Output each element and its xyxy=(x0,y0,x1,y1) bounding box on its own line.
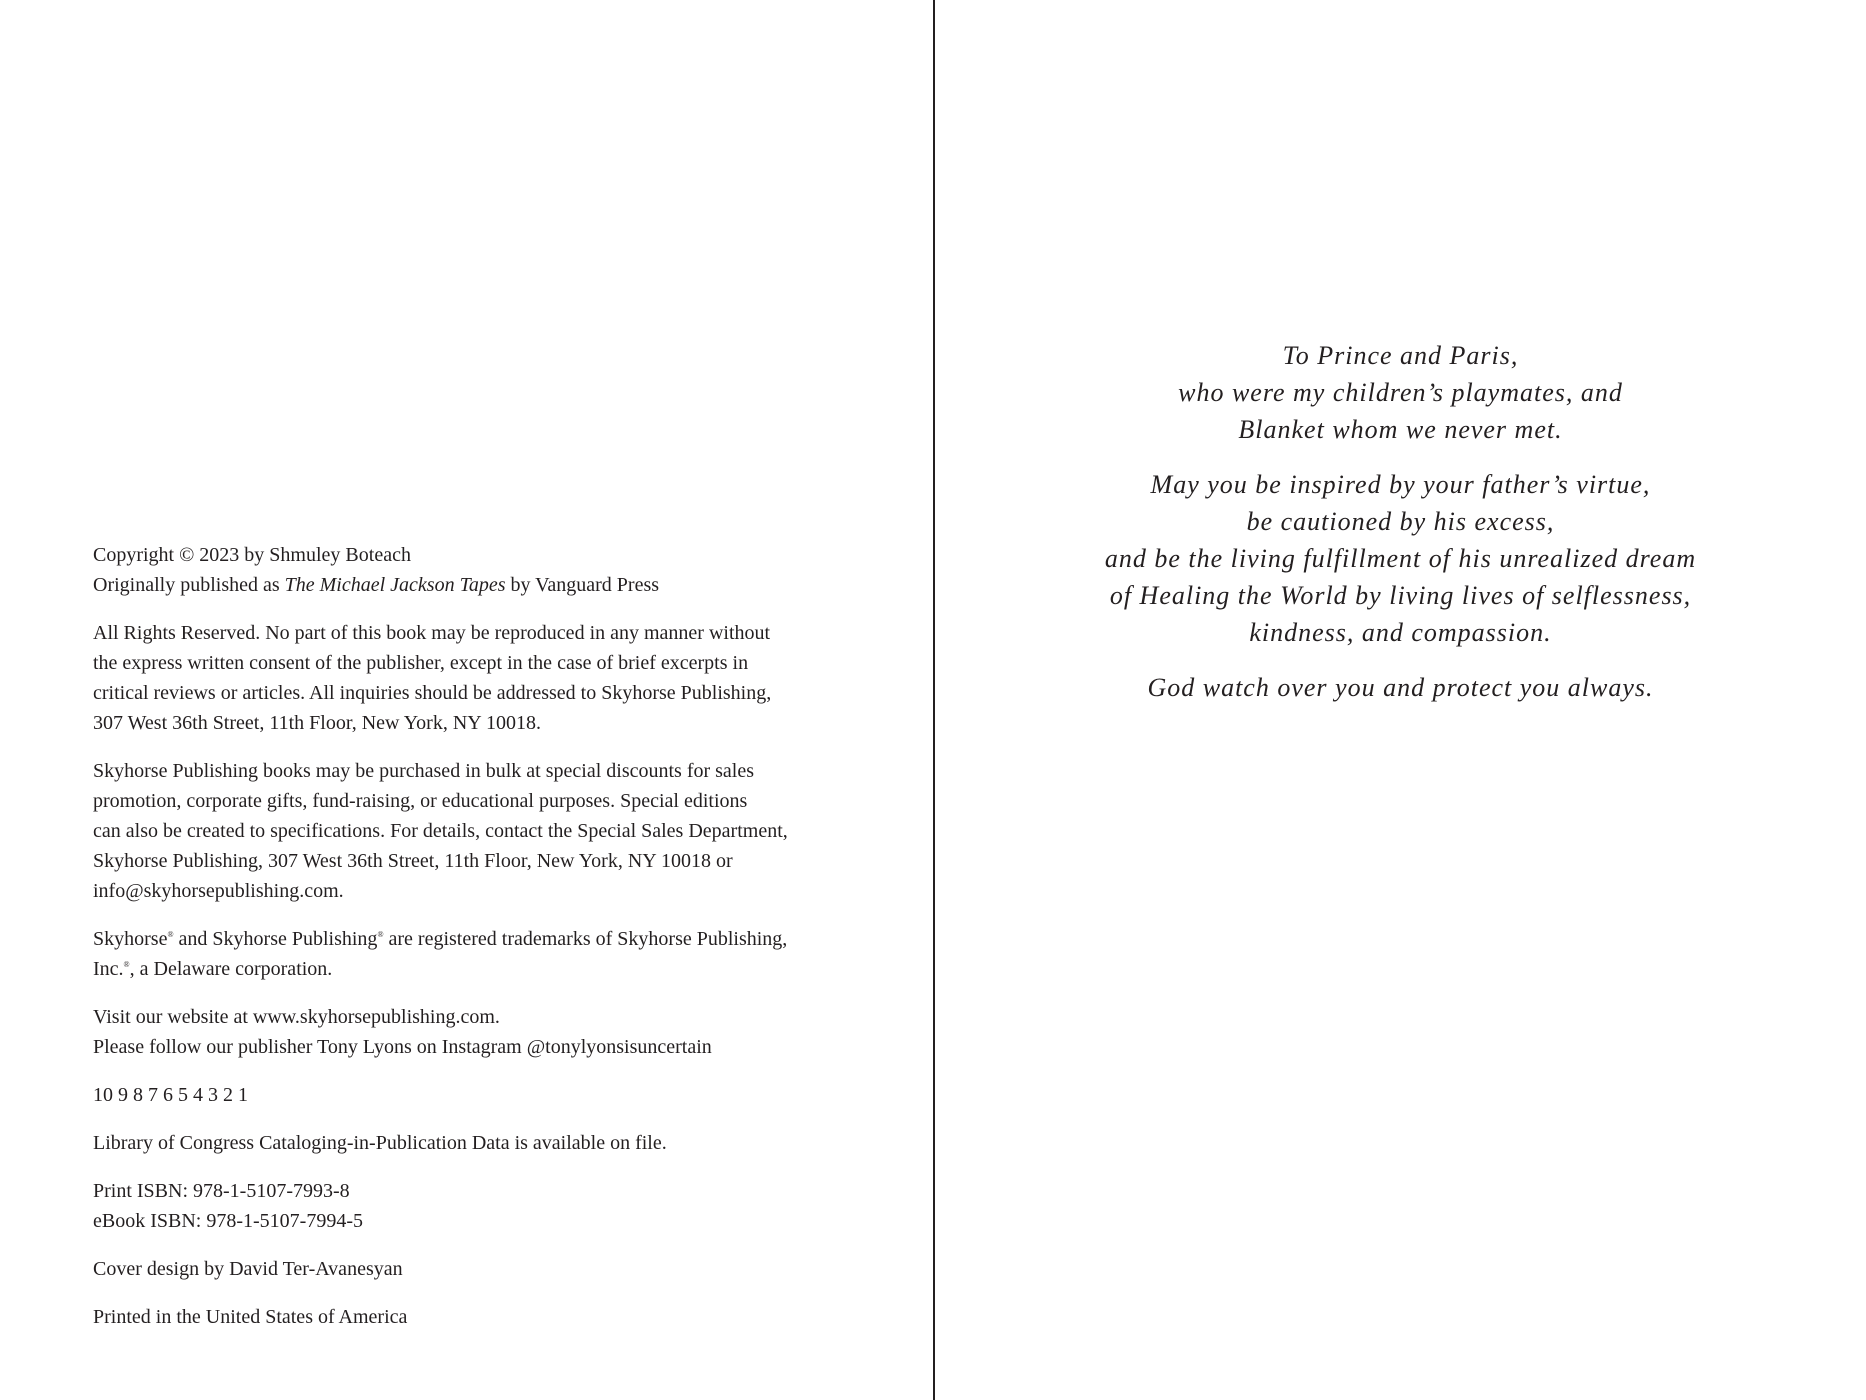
cover-design-credit: Cover design by David Ter-Avanesyan xyxy=(93,1258,403,1280)
bulk-sales-paragraph xyxy=(93,756,853,906)
registered-mark: ® xyxy=(377,930,384,939)
trademark-paragraph xyxy=(93,924,853,984)
original-title: The Michael Jackson Tapes xyxy=(284,574,506,596)
rights-line: critical reviews or articles. All inquiries should be addressed to Skyhorse Publishing, xyxy=(93,682,772,704)
bulk-sales-line: Skyhorse Publishing books may be purchased in bulk at special discounts for sales xyxy=(93,760,755,782)
library-of-congress-line: Library of Congress Cataloging-in-Publication Data is available on file. xyxy=(93,1132,667,1154)
trademark-line xyxy=(93,954,853,984)
dedication-closing xyxy=(975,669,1826,706)
bulk-sales-line: can also be created to specifications. For details, contact the Special Sales Department, xyxy=(93,820,788,842)
trademark-line xyxy=(93,924,853,954)
rights-line: 307 West 36th Street, 11th Floor, New York, NY 10018. xyxy=(93,712,541,734)
original-publication-line xyxy=(93,570,853,600)
registered-mark: ® xyxy=(123,960,130,969)
bulk-sales-line: info@skyhorsepublishing.com. xyxy=(93,880,344,902)
dedication-line: Blanket whom we never met. xyxy=(1238,415,1563,444)
copyright-paragraph xyxy=(93,540,853,600)
bulk-sales-line: Skyhorse Publishing, 307 West 36th Street, 11th Floor, New York, NY 10018 or xyxy=(93,850,733,872)
copyright-line: Copyright © 2023 by Shmuley Boteach xyxy=(93,544,411,566)
original-pub-prefix: Originally published as xyxy=(93,574,285,596)
dedication-page xyxy=(935,0,1866,1400)
dedication-line: and be the living fulfillment of his unrealized dream xyxy=(1104,544,1697,573)
dedication-line: who were my children’s playmates, and xyxy=(1178,378,1623,407)
dedication-line: kindness, and compassion. xyxy=(1249,618,1552,647)
website-paragraph xyxy=(93,1002,853,1062)
dedication-line: of Healing the World by living lives of selflessness, xyxy=(1109,581,1692,610)
trademark-text: Inc. xyxy=(93,958,124,980)
trademark-text: are registered trademarks of Skyhorse Publishing, xyxy=(383,928,788,950)
registered-mark: ® xyxy=(167,930,174,939)
trademark-text: and Skyhorse Publishing xyxy=(173,928,378,950)
ebook-isbn: eBook ISBN: 978-1-5107-7994-5 xyxy=(93,1210,363,1232)
isbn-paragraph xyxy=(93,1176,853,1236)
website-line: Visit our website at www.skyhorsepublishing.com. xyxy=(93,1006,500,1028)
dedication-line: God watch over you and protect you always. xyxy=(1147,673,1654,702)
dedication-block xyxy=(975,337,1826,724)
rights-line: the express written consent of the publisher, except in the case of brief excerpts in xyxy=(93,652,749,674)
bulk-sales-line: promotion, corporate gifts, fund-raising, or educational purposes. Special editions xyxy=(93,790,748,812)
print-isbn: Print ISBN: 978-1-5107-7993-8 xyxy=(93,1180,350,1202)
dedication-stanza-1 xyxy=(975,337,1826,448)
rights-paragraph xyxy=(93,618,853,738)
dedication-line: To Prince and Paris, xyxy=(1282,341,1519,370)
printing-line: 10 9 8 7 6 5 4 3 2 1 xyxy=(93,1084,248,1106)
dedication-line: be cautioned by his excess, xyxy=(1246,507,1555,536)
rights-line: All Rights Reserved. No part of this book may be reproduced in any manner without xyxy=(93,622,771,644)
instagram-line: Please follow our publisher Tony Lyons on Instagram @tonylyonsisuncertain xyxy=(93,1036,712,1058)
copyright-block xyxy=(93,540,853,1350)
printed-in-line: Printed in the United States of America xyxy=(93,1306,408,1328)
trademark-text: , a Delaware corporation. xyxy=(129,958,333,980)
dedication-stanza-2 xyxy=(975,466,1826,651)
trademark-text: Skyhorse xyxy=(93,928,168,950)
original-pub-suffix: by Vanguard Press xyxy=(505,574,660,596)
dedication-line: May you be inspired by your father’s virtue, xyxy=(1150,470,1651,499)
